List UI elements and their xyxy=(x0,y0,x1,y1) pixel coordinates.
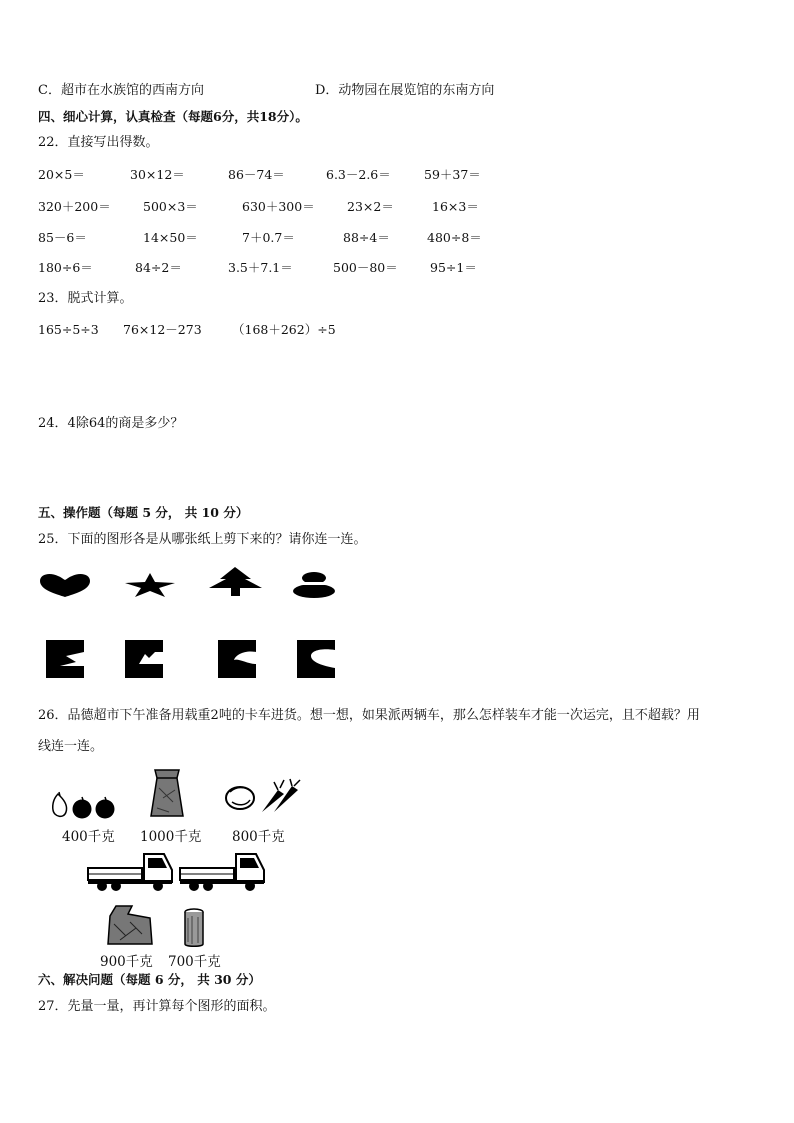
calc-item: 16×3＝ xyxy=(432,199,479,214)
calc-item: 6.3－2.6＝ xyxy=(326,167,391,182)
paper-notch-4 xyxy=(297,640,335,678)
calc-item: 3.5＋7.1＝ xyxy=(228,260,293,275)
q26-title-line1: 26．品德超市下午准备用载重2吨的卡车进货。想一想，如果派两辆车，那么怎样装车才能一次运完，且不超载？用 xyxy=(38,708,700,723)
fruit-icon xyxy=(48,790,118,820)
truck-icon xyxy=(178,850,266,892)
calc-item: 7＋0.7＝ xyxy=(242,230,295,245)
section6-heading: 六、解决问题（每题 6 分， 共 30 分） xyxy=(38,972,261,987)
calc-item: 30×12＝ xyxy=(130,167,185,182)
heart-icon xyxy=(38,572,92,598)
star-icon xyxy=(124,572,176,598)
q23-expression: 165÷5÷3 xyxy=(38,322,99,337)
goods-weight-label: 1000千克 xyxy=(140,829,202,845)
q23-expression: （168＋262）÷5 xyxy=(232,322,336,337)
calc-item: 500×3＝ xyxy=(143,199,198,214)
goods-weight-label: 800千克 xyxy=(232,829,285,845)
calc-item: 84÷2＝ xyxy=(135,260,182,275)
calc-item: 20×5＝ xyxy=(38,167,85,182)
tree-icon xyxy=(208,566,263,597)
sack-icon xyxy=(149,768,185,820)
q24-title: 24．4除64的商是多少？ xyxy=(38,416,184,431)
calc-item: 95÷1＝ xyxy=(430,260,477,275)
option-c: C．超市在水族馆的西南方向 xyxy=(38,83,204,98)
calc-item: 320＋200＝ xyxy=(38,199,111,214)
goods-weight-label: 400千克 xyxy=(62,829,115,845)
goods-weight-label: 700千克 xyxy=(168,954,221,970)
calc-item: 630＋300＝ xyxy=(242,199,315,214)
section5-heading: 五、操作题（每题 5 分， 共 10 分） xyxy=(38,505,249,520)
calc-item: 14×50＝ xyxy=(143,230,198,245)
q25-title: 25．下面的图形各是从哪张纸上剪下来的？请你连一连。 xyxy=(38,532,367,547)
option-d: D．动物园在展览馆的东南方向 xyxy=(315,83,495,98)
calc-item: 88÷4＝ xyxy=(343,230,390,245)
q26-title-line2: 线连一连。 xyxy=(38,739,104,754)
q23-title: 23．脱式计算。 xyxy=(38,291,133,306)
q27-title: 27．先量一量，再计算每个图形的面积。 xyxy=(38,999,276,1014)
q22-title: 22．直接写出得数。 xyxy=(38,135,159,150)
calc-item: 180÷6＝ xyxy=(38,260,93,275)
section4-heading: 四、细心计算，认真检查（每题6分，共18分）。 xyxy=(38,109,308,124)
calc-item: 480÷8＝ xyxy=(427,230,482,245)
paper-notch-3 xyxy=(218,640,256,678)
vegetables-icon xyxy=(222,778,302,814)
gourd-icon xyxy=(291,570,337,600)
calc-item: 23×2＝ xyxy=(347,199,394,214)
calc-item: 86－74＝ xyxy=(228,167,285,182)
calc-item: 500－80＝ xyxy=(333,260,398,275)
can-icon xyxy=(183,908,205,948)
goods-weight-label: 900千克 xyxy=(100,954,153,970)
bag-icon xyxy=(106,904,154,946)
paper-notch-1 xyxy=(46,640,84,678)
calc-item: 85－6＝ xyxy=(38,230,87,245)
calc-item: 59＋37＝ xyxy=(424,167,481,182)
truck-icon xyxy=(86,850,174,892)
paper-notch-2 xyxy=(125,640,163,678)
q23-expression: 76×12－273 xyxy=(123,322,202,337)
